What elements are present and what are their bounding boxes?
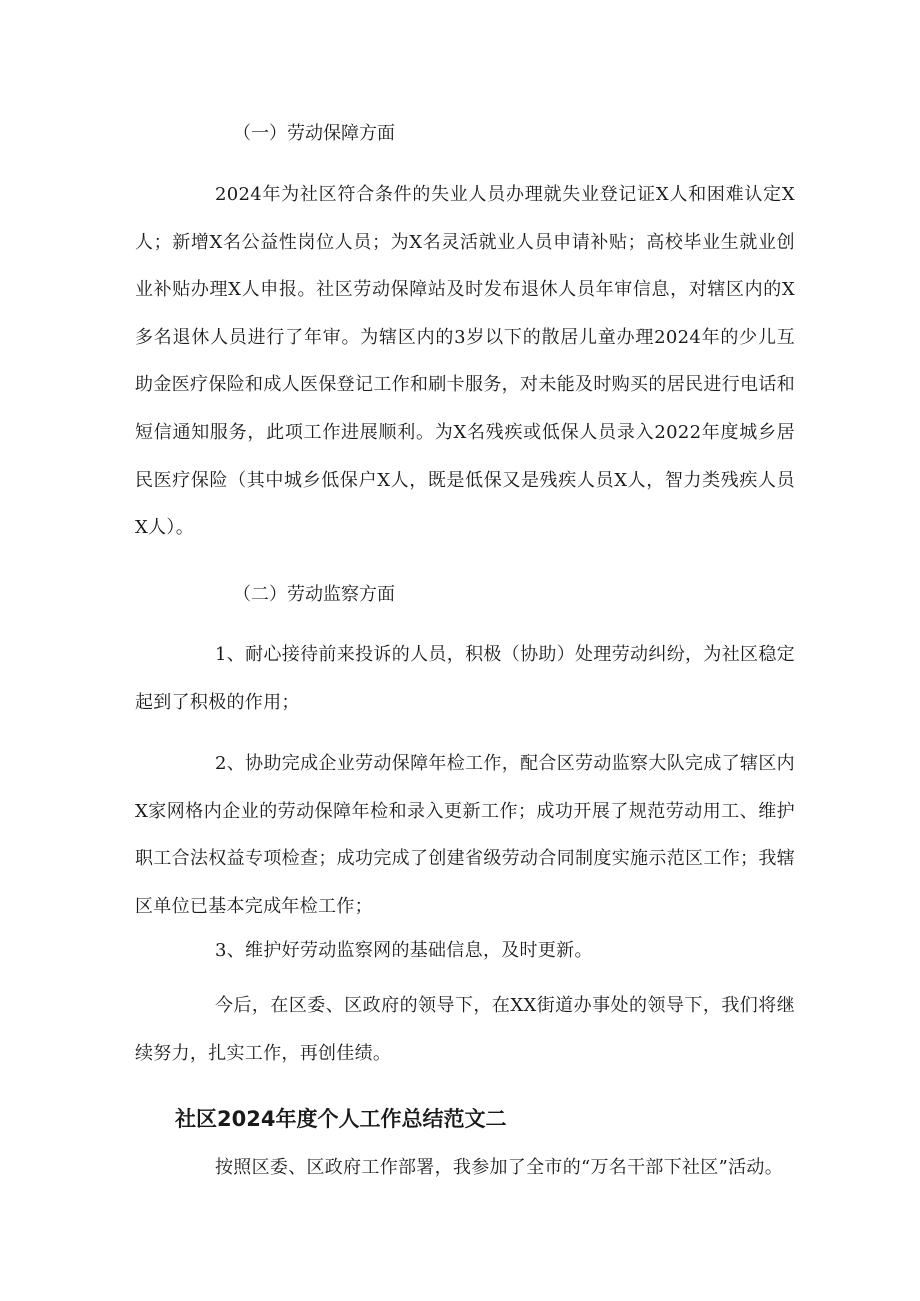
list-item-inspection-1: 1、耐心接待前来投诉的人员，积极（协助）处理劳动纠纷，为社区稳定起到了积极的作用； bbox=[135, 644, 795, 713]
section-heading-labor-security: （一）劳动保障方面 bbox=[233, 123, 395, 144]
closing-paragraph: 今后，在区委、区政府的领导下，在XX街道办事处的领导下，我们将继续努力，扎实工作，再创佳绩。 bbox=[135, 995, 795, 1064]
paragraph-labor-security: 2024年为社区符合条件的失业人员办理就失业登记证X人和困难认定X人；新增X名公益性岗位人员；为X名灵活就业人员申请补贴；高校毕业生就业创业补贴办理X人申报。社区劳动保障站及时发布退休人员年审信息，对辖区内的X多名退休人员进行了年审。为辖区内的3岁以下的散居儿童办理2024年的少儿互助金医疗保险和成人医保登记工作和刷卡服务，对未能及时购买的居民进行电话和短信通知服务，此项工作进展顺利。为X名残疾或低保人员录入2022年度城乡居民医疗保险（其中城乡低保户X人，既是低保又是残疾人员X人，智力类残疾人员X人）。 bbox=[135, 184, 795, 539]
intro-paragraph: 按照区委、区政府工作部署，我参加了全市的“万名干部下社区”活动。 bbox=[215, 1157, 784, 1178]
list-item-inspection-3: 3、维护好劳动监察网的基础信息，及时更新。 bbox=[215, 940, 593, 961]
section-heading-labor-inspection: （二）劳动监察方面 bbox=[233, 584, 395, 605]
section-title-sample-two: 社区2024年度个人工作总结范文二 bbox=[175, 1107, 507, 1131]
list-item-inspection-2: 2、协助完成企业劳动保障年检工作，配合区劳动监察大队完成了辖区内X家网格内企业的劳动保障年检和录入更新工作；成功开展了规范劳动用工、维护职工合法权益专项检查；成功完成了创建省级劳动合同制度实施示范区工作；我辖区单位已基本完成年检工作； bbox=[135, 753, 795, 917]
